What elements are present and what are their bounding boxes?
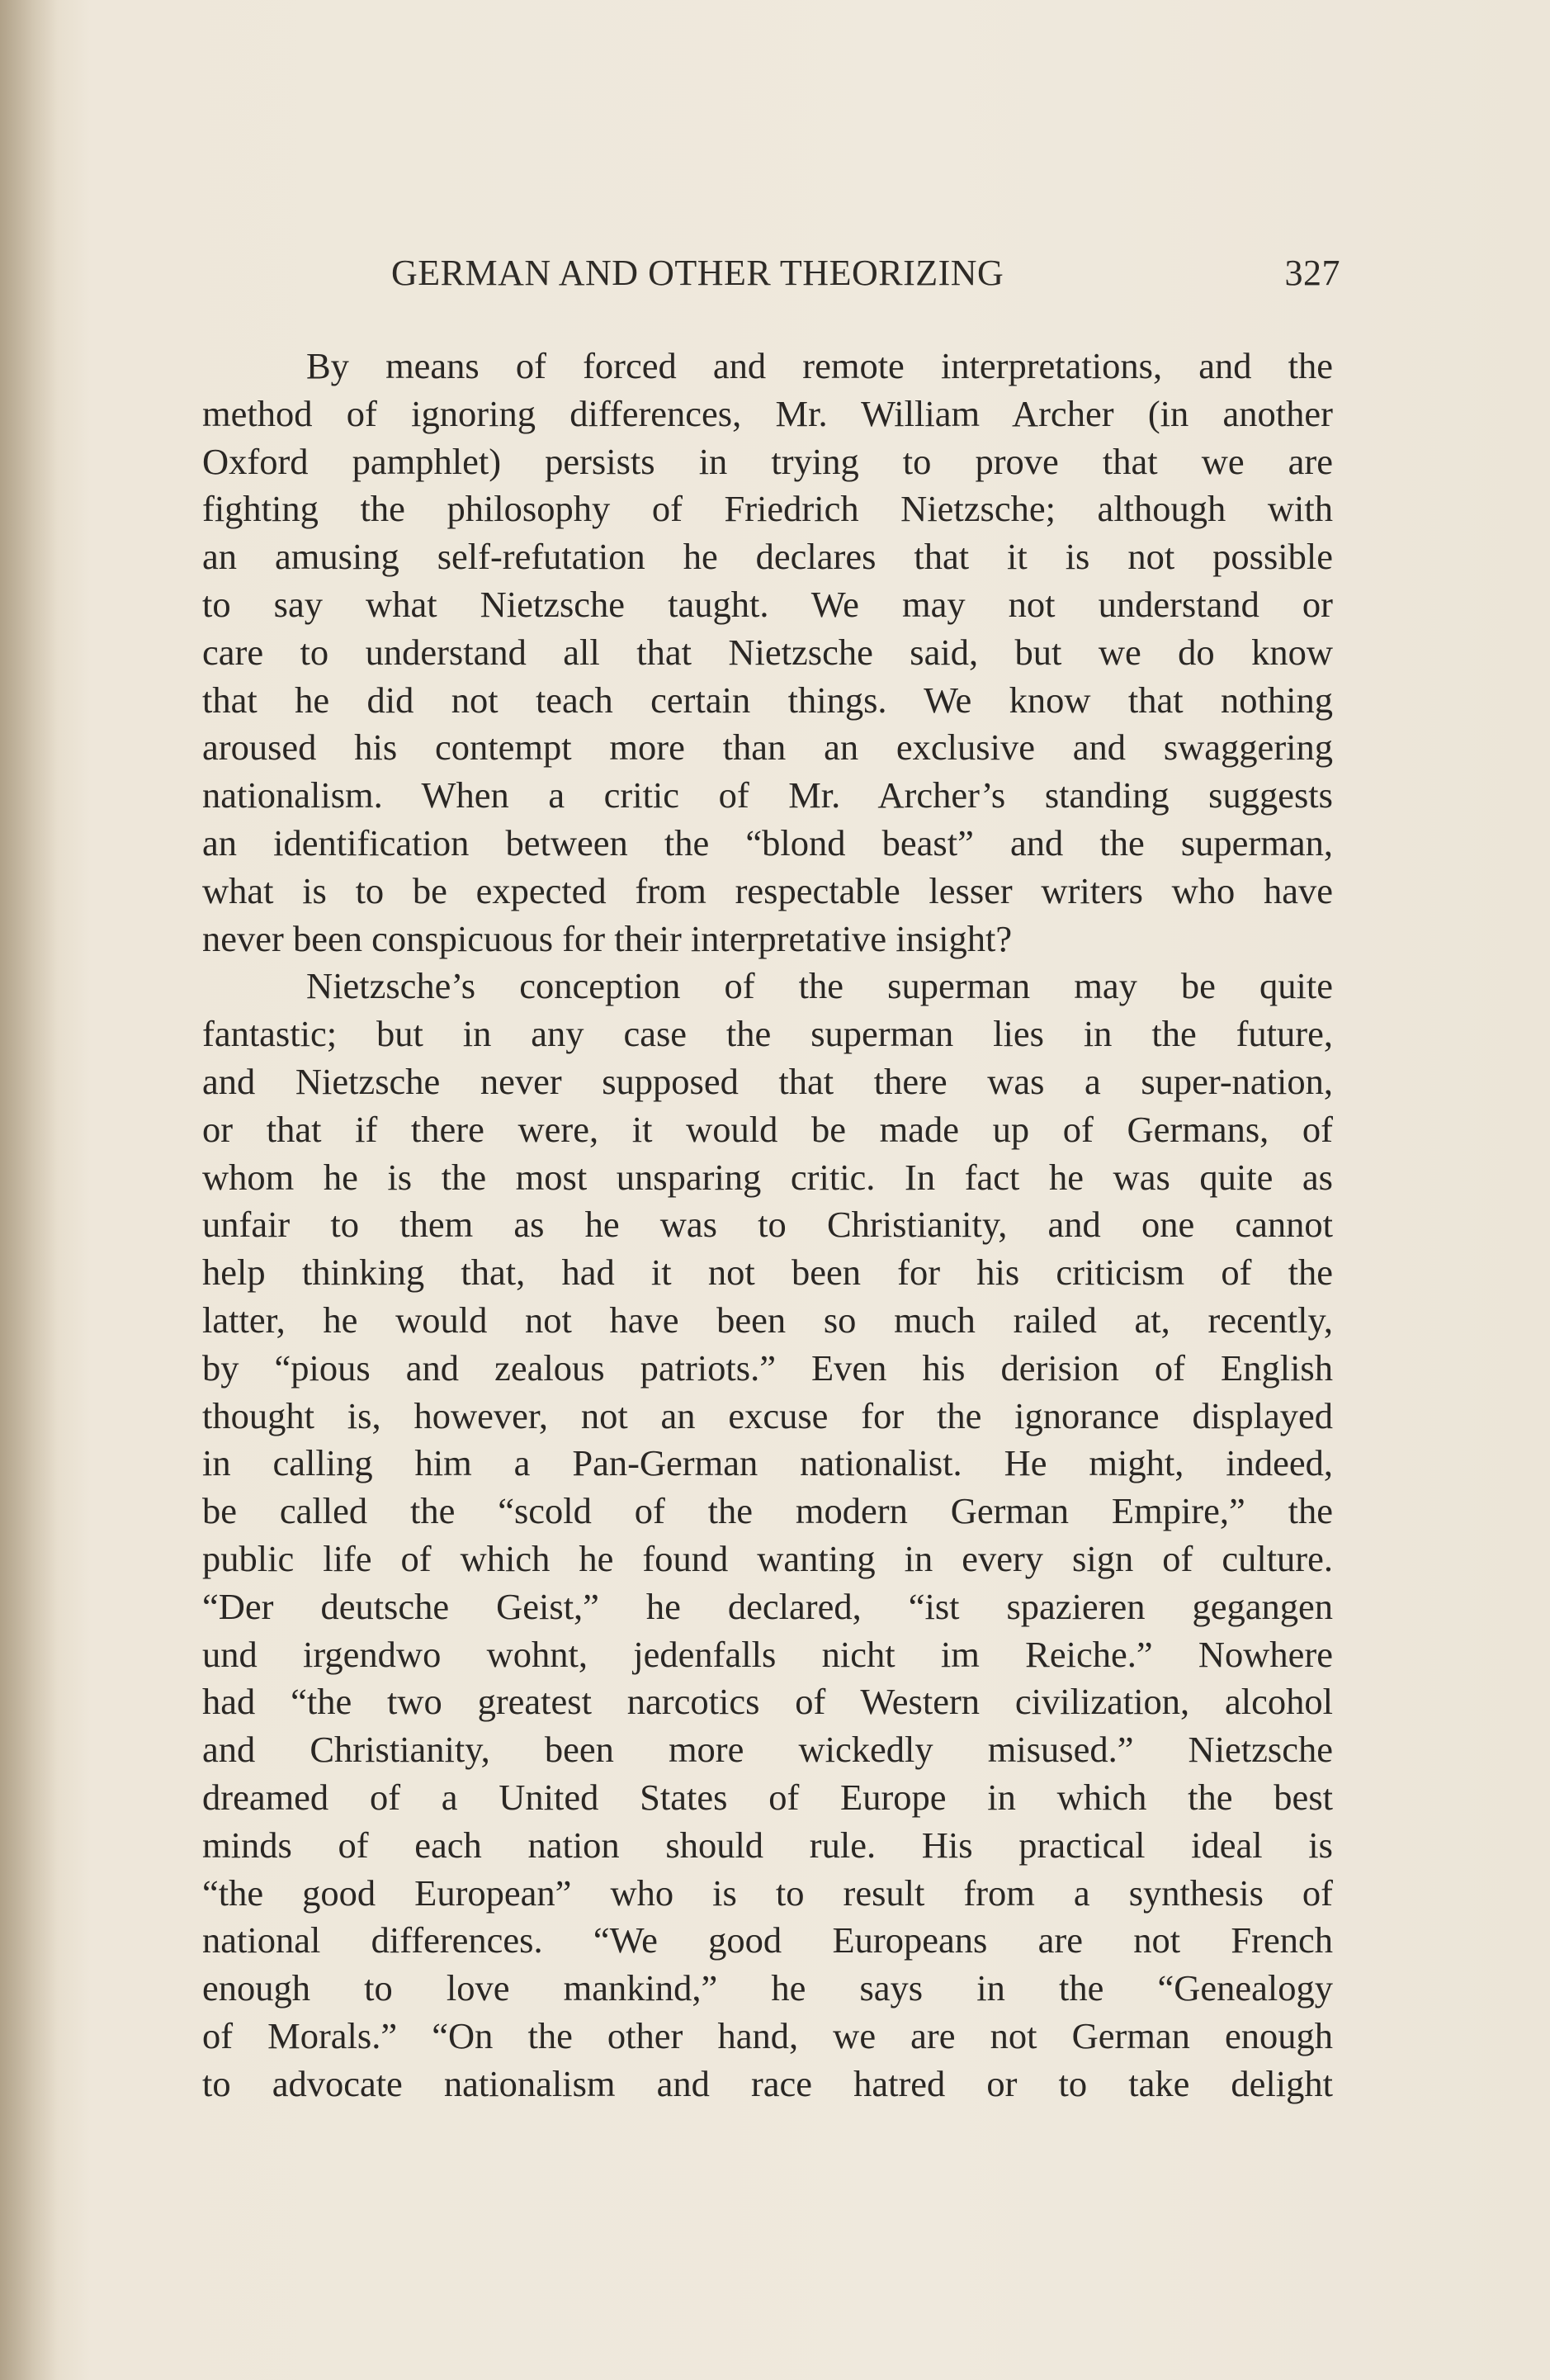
text-line: enough to love mankind,” he says in the “Genealogy <box>202 1967 1333 2009</box>
text-line: by “pious and zealous patriots.” Even his derision of English <box>202 1346 1333 1389</box>
text-line: fighting the philosophy of Friedrich Nietzsche; although with <box>202 488 1333 530</box>
text-line: whom he is the most unsparing critic. In fact he was quite as <box>202 1156 1333 1198</box>
paragraph-2 <box>202 963 1333 2108</box>
text-line: to advocate nationalism and race hatred or to take delight <box>202 2062 1333 2104</box>
text-line: that he did not teach certain things. We know that nothing <box>202 679 1333 721</box>
text-line: or that if there were, it would be made up of Germans, of <box>202 1108 1333 1150</box>
text-line: thought is, however, not an excuse for the ignorance displayed <box>202 1394 1333 1436</box>
text-line: Oxford pamphlet) persists in trying to prove that we are <box>202 440 1333 482</box>
text-line: “the good European” who is to result from a synthesis of <box>202 1871 1333 1914</box>
text-line: an amusing self-refutation he declares that it is not possible <box>202 536 1333 578</box>
text-line: fantastic; but in any case the superman lies in the future, <box>202 1013 1333 1055</box>
binding-gutter-shadow <box>0 0 58 2380</box>
text-line: dreamed of a United States of Europe in which the best <box>202 1776 1333 1818</box>
text-line: and Christianity, been more wickedly misused.” Nietzsche <box>202 1729 1333 1771</box>
page-header <box>391 252 1340 301</box>
paragraph-1 <box>202 343 1333 963</box>
text-line: help thinking that, had it not been for his criticism of the <box>202 1252 1333 1294</box>
text-line: minds of each nation should rule. His practical ideal is <box>202 1824 1333 1866</box>
text-line: care to understand all that Nietzsche said, but we do know <box>202 631 1333 673</box>
page-number: 327 <box>1284 253 1340 293</box>
running-head: GERMAN AND OTHER THEORIZING <box>391 253 1004 293</box>
text-line: nationalism. When a critic of Mr. Archer’s standing suggests <box>202 774 1333 816</box>
text-line: national differences. “We good Europeans are not French <box>202 1919 1333 1961</box>
text-line: “Der deutsche Geist,” he declared, “ist spazieren gegangen <box>202 1585 1333 1627</box>
text-line: und irgendwo wohnt, jedenfalls nicht im Reiche.” Nowhere <box>202 1633 1333 1675</box>
text-line: be called the “scold of the modern German Empire,” the <box>202 1490 1333 1532</box>
text-line: what is to be expected from respectable lesser writers who have <box>202 869 1333 911</box>
text-line: and Nietzsche never supposed that there was a super-nation, <box>202 1060 1333 1102</box>
text-line: aroused his contempt more than an exclusive and swaggering <box>202 726 1333 769</box>
text-line: Nietzsche’s conception of the superman may be quite <box>306 965 1333 1007</box>
text-line: had “the two greatest narcotics of Western civilization, alcohol <box>202 1681 1333 1723</box>
text-line: latter, he would not have been so much railed at, recently, <box>202 1299 1333 1341</box>
text-line: unfair to them as he was to Christianity, and one cannot <box>202 1204 1333 1246</box>
body-text <box>202 343 1333 2108</box>
text-line: in calling him a Pan-German nationalist. He might, indeed, <box>202 1442 1333 1484</box>
text-line: to say what Nietzsche taught. We may not understand or <box>202 583 1333 625</box>
text-line: an identification between the “blond beast” and the superman, <box>202 821 1333 864</box>
text-line: never been conspicuous for their interpretative insight? <box>202 917 1013 959</box>
text-line: public life of which he found wanting in every sign of culture. <box>202 1537 1333 1579</box>
text-line: method of ignoring differences, Mr. William Archer (in another <box>202 392 1333 434</box>
text-line: By means of forced and remote interpretations, and the <box>306 345 1333 386</box>
text-line: of Morals.” “On the other hand, we are not German enough <box>202 2014 1333 2056</box>
